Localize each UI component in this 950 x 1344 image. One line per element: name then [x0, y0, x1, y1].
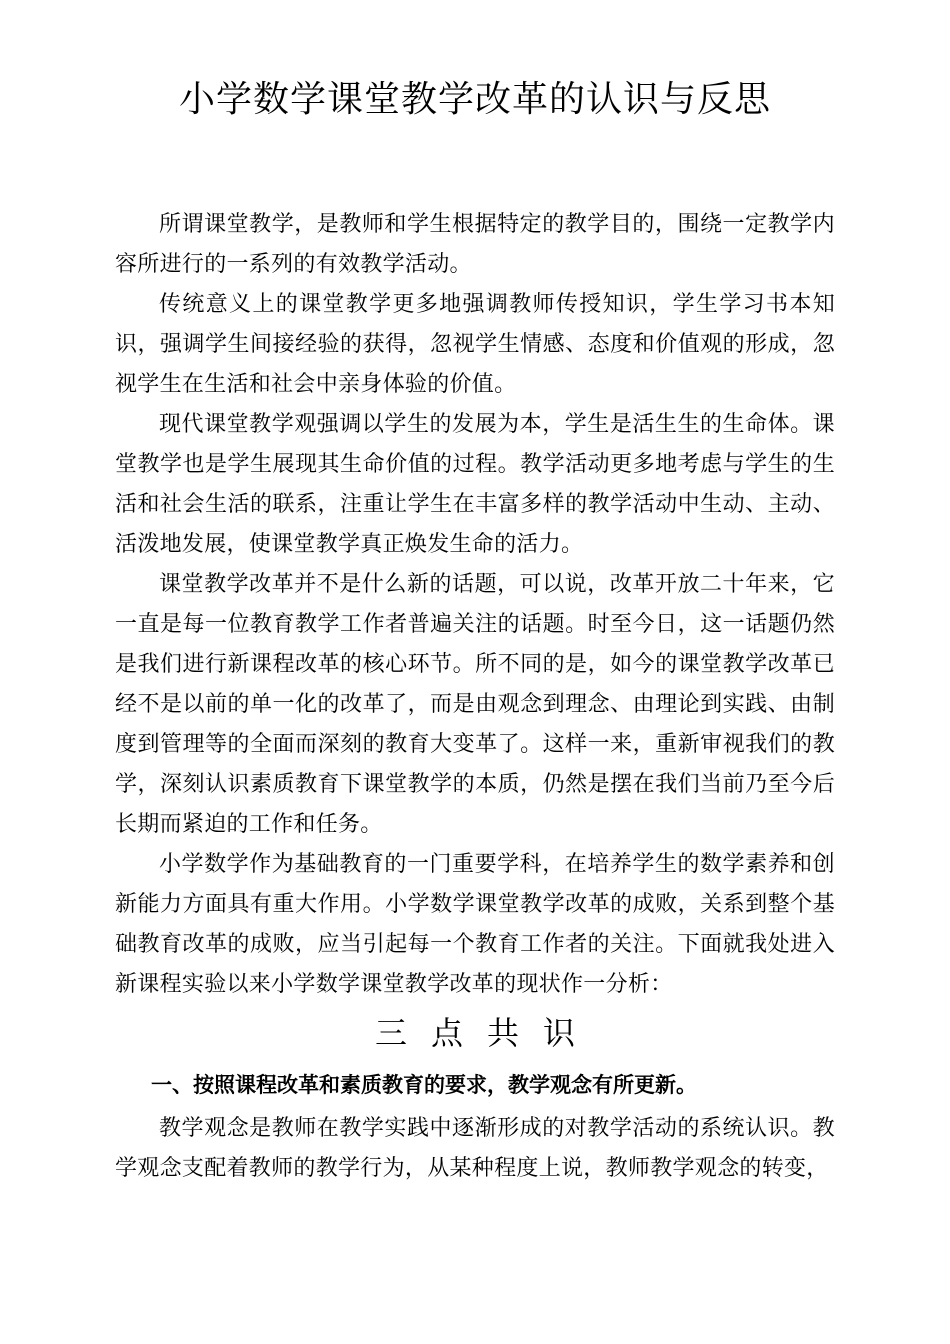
paragraph-reform-background: 课堂教学改革并不是什么新的话题，可以说，改革开放二十年来，它一直是每一位教育教学工作者普遍关注的话题。时至今日，这一话题仍然是我们进行新课程改革的核心环节。所不同的是，如今的课堂教学改革已经不是以前的单一化的改革了，而是由观念到理念、由理论到实践、由制度到管理等的全面而深刻的教育大变革了。这样一来，重新审视我们的教学，深刻认识素质教育下课堂教学的本质，仍然是摆在我们当前乃至今后长期而紧迫的工作和任务。 [115, 572, 835, 837]
sub-heading-1: 一、按照课程改革和素质教育的要求，教学观念有所更新。 [151, 1073, 697, 1097]
paragraph-traditional-teaching: 传统意义上的课堂教学更多地强调教师传授知识，学生学习书本知识，强调学生间接经验的获得，忽视学生情感、态度和价值观的形成，忽视学生在生活和社会中亲身体验的价值。 [115, 292, 835, 397]
document-body [115, 205, 835, 1189]
document-title: 小学数学课堂教学改革的认识与反思 [178, 79, 771, 120]
paragraph-modern-teaching: 现代课堂教学观强调以学生的发展为本，学生是活生生的生命体。课堂教学也是学生展现其生命价值的过程。教学活动更多地考虑与学生的生活和社会生活的联系，注重让学生在丰富多样的教学活动中生动、主动、活泼地发展，使课堂教学真正焕发生命的活力。 [115, 412, 835, 557]
paragraph-math-importance: 小学数学作为基础教育的一门重要学科，在培养学生的数学素养和创新能力方面具有重大作用。小学数学课堂教学改革的成败，关系到整个基础教育改革的成败，应当引起每一个教育工作者的关注。下面就我处进入新课程实验以来小学数学课堂教学改革的现状作一分析： [115, 852, 835, 997]
paragraph-teaching-concept: 教学观念是教师在教学实践中逐渐形成的对教学活动的系统认识。教学观念支配着教师的教学行为，从某种程度上说，教师教学观念的转变， [115, 1116, 835, 1181]
section-heading: 三点共识 [374, 1014, 599, 1052]
paragraph-definition: 所谓课堂教学，是教师和学生根据特定的教学目的，围绕一定教学内容所进行的一系列的有效教学活动。 [115, 212, 835, 277]
